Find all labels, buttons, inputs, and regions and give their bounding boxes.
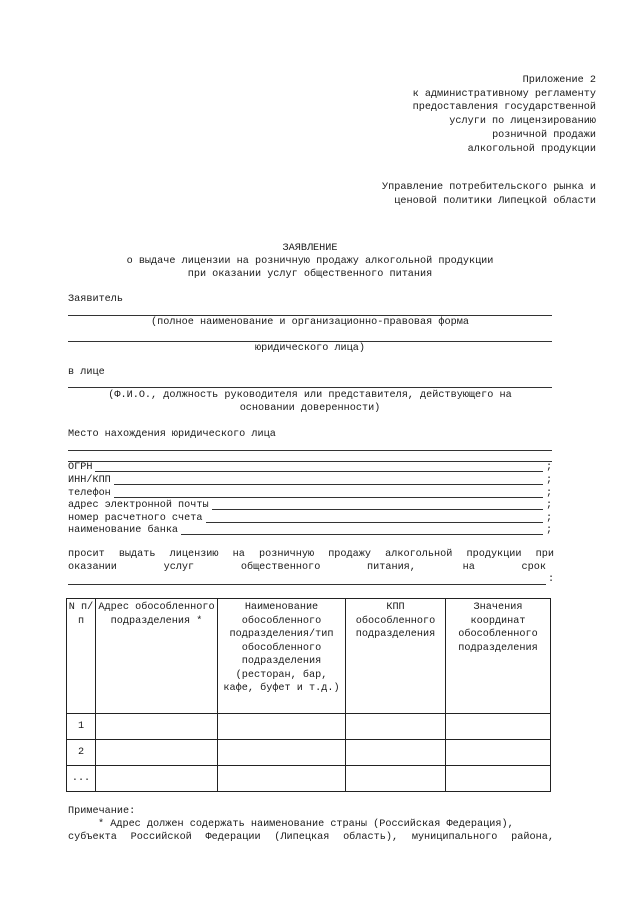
field-inn-kpp-semicolon: ; (546, 474, 553, 486)
field-account-semicolon: ; (546, 512, 553, 524)
document-title: ЗАЯВЛЕНИЕ (282, 243, 338, 254)
request-word: продажу (328, 549, 371, 560)
field-email-line[interactable] (212, 509, 543, 510)
request-word: розничную (259, 549, 315, 560)
addressee-line-1: Управление потребительского рынка и (382, 182, 596, 193)
field-account-line[interactable] (206, 522, 544, 523)
note-line-2 (68, 831, 554, 845)
request-word: алкогольной (385, 549, 453, 560)
request-word: лицензию (169, 549, 219, 560)
field-bank[interactable] (68, 524, 554, 537)
appendix-line-4: услуги по лицензированию (449, 116, 596, 127)
table-cell[interactable] (218, 714, 346, 740)
field-bank-label: наименование банка (68, 524, 179, 536)
table-cell[interactable] (96, 714, 218, 740)
row-number: 2 (67, 740, 96, 766)
table-cell[interactable] (96, 766, 218, 792)
row-number: ... (67, 766, 96, 792)
table-header-row (67, 599, 551, 714)
document-subtitle-1: о выдаче лицензии на розничную продажу алкогольной продукции (126, 256, 494, 267)
appendix-line-5: розничной продажи (492, 130, 596, 141)
table-row (67, 766, 551, 792)
document-subtitle-2: при оказании услуг общественного питания (187, 269, 433, 280)
note-word: Федерации (205, 832, 261, 843)
note-word: муниципального (411, 832, 498, 843)
appendix-line-1: Приложение 2 (522, 75, 596, 86)
term-colon: : (548, 574, 555, 585)
location-line-1[interactable] (68, 450, 552, 451)
note-word: района, (511, 832, 554, 843)
location-label: Место нахождения юридического лица (68, 429, 276, 440)
column-header-kpp: КПП обособленного подразделения (346, 599, 446, 714)
table-cell[interactable] (346, 766, 446, 792)
appendix-line-3: предоставления государственной (412, 102, 596, 113)
request-word: питания, (367, 562, 416, 573)
row-number: 1 (67, 714, 96, 740)
table-row (67, 714, 551, 740)
representative-hint-2: основании доверенности) (239, 403, 381, 414)
field-ogrn-line[interactable] (95, 471, 543, 472)
request-word: услуг (163, 562, 195, 573)
note-label: Примечание: (68, 806, 136, 817)
table-cell[interactable] (346, 740, 446, 766)
field-bank-semicolon: ; (546, 524, 553, 536)
request-word: при (535, 549, 554, 560)
field-account-label: номер расчетного счета (68, 512, 203, 524)
field-email-label: адрес электронной почты (68, 499, 209, 511)
in-person-label: в лице (68, 367, 105, 378)
table-cell[interactable] (446, 714, 551, 740)
field-inn-kpp-line[interactable] (114, 484, 543, 485)
field-email-semicolon: ; (546, 499, 553, 511)
representative-line[interactable] (68, 387, 552, 388)
field-ogrn-label: ОГРН (68, 461, 93, 473)
note-word: область), (343, 832, 399, 843)
request-line-2 (68, 561, 546, 575)
addressee-line-2: ценовой политики Липецкой области (394, 196, 596, 207)
term-line[interactable] (68, 584, 546, 585)
request-word: на (462, 562, 475, 573)
table-cell[interactable] (96, 740, 218, 766)
request-word: на (232, 549, 245, 560)
column-header-unit-name: Наименование обособленного подразделения/тип обособленного подразделения (ресторан, бар, кафе, буфет и т.д.) (218, 599, 346, 714)
request-word: срок (521, 562, 546, 573)
field-phone-label: телефон (68, 487, 111, 499)
request-word: общественного (240, 562, 321, 573)
note-word: (Липецкая (274, 832, 330, 843)
request-line-1 (68, 548, 554, 562)
applicant-hint-2: юридического лица) (254, 343, 366, 354)
field-inn-kpp[interactable] (68, 474, 554, 487)
field-email[interactable] (68, 499, 554, 512)
request-word: выдать (118, 549, 156, 560)
request-word: оказании (68, 562, 117, 573)
field-ogrn-semicolon: ; (546, 461, 553, 473)
appendix-line-6: алкогольной продукции (467, 144, 596, 155)
table-cell[interactable] (218, 740, 346, 766)
applicant-label: Заявитель (68, 294, 124, 305)
field-ogrn[interactable] (68, 461, 554, 474)
appendix-line-2: к административному регламенту (412, 89, 596, 100)
units-table (66, 598, 551, 792)
representative-hint-1: (Ф.И.О., должность руководителя или представителя, действующего на (108, 390, 512, 401)
note-word: Российской (130, 832, 192, 843)
request-word: продукции (466, 549, 522, 560)
column-header-number: N п/п (67, 599, 96, 714)
table-cell[interactable] (446, 740, 551, 766)
note-line-1: * Адрес должен содержать наименование страны (Российская Федерация), (98, 819, 514, 830)
column-header-coordinates: Значения координат обособленного подразделения (446, 599, 551, 714)
table-cell[interactable] (218, 766, 346, 792)
field-inn-kpp-label: ИНН/КПП (68, 474, 111, 486)
field-phone-semicolon: ; (546, 487, 553, 499)
field-bank-line[interactable] (181, 534, 543, 535)
applicant-hint-1: (полное наименование и организационно-правовая форма (151, 317, 469, 328)
table-cell[interactable] (446, 766, 551, 792)
column-header-address: Адрес обособленного подразделения * (96, 599, 218, 714)
request-word: просит (68, 549, 105, 560)
table-row (67, 740, 551, 766)
note-word: субъекта (68, 832, 117, 843)
table-cell[interactable] (346, 714, 446, 740)
